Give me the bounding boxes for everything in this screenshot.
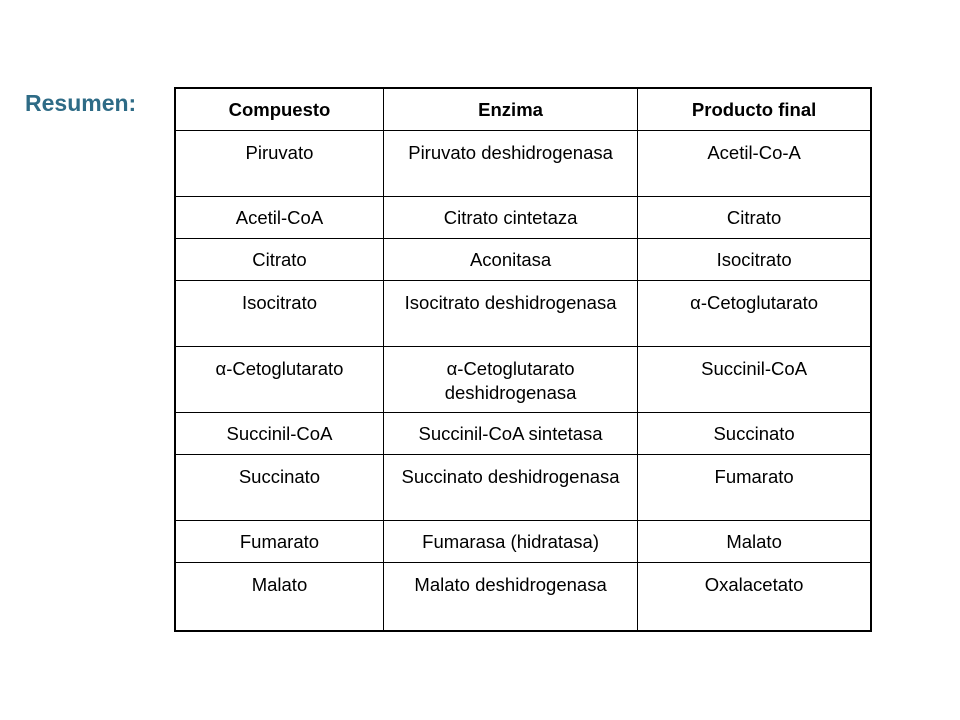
cell-enzima: Citrato cintetaza [383,197,637,239]
table-row [175,563,871,632]
column-header-producto-final: Producto final [638,88,871,131]
table-row [175,197,871,239]
cell-compuesto: Piruvato [175,131,383,197]
table-row [175,239,871,281]
cell-enzima: Malato deshidrogenasa [383,563,637,632]
cell-producto-final: α-Cetoglutarato [638,281,871,347]
table-row [175,131,871,197]
cell-compuesto: Succinato [175,455,383,521]
table-header-row [175,88,871,131]
cell-producto-final: Fumarato [638,455,871,521]
table-row [175,281,871,347]
cell-producto-final: Succinil-CoA [638,347,871,413]
cell-enzima: Succinil-CoA sintetasa [383,413,637,455]
cell-enzima: Isocitrato deshidrogenasa [383,281,637,347]
table-row [175,521,871,563]
cell-enzima: α-Cetoglutarato deshidrogenasa [383,347,637,413]
cell-compuesto: Succinil-CoA [175,413,383,455]
cell-producto-final: Citrato [638,197,871,239]
cell-enzima: Aconitasa [383,239,637,281]
cell-producto-final: Succinato [638,413,871,455]
cell-compuesto: Fumarato [175,521,383,563]
column-header-enzima: Enzima [383,88,637,131]
cell-producto-final: Isocitrato [638,239,871,281]
cell-enzima: Succinato deshidrogenasa [383,455,637,521]
cell-producto-final: Malato [638,521,871,563]
cell-producto-final: Acetil-Co-A [638,131,871,197]
table-row [175,347,871,413]
column-header-compuesto: Compuesto [175,88,383,131]
cell-producto-final: Oxalacetato [638,563,871,632]
cell-compuesto: Acetil-CoA [175,197,383,239]
cell-compuesto: Isocitrato [175,281,383,347]
cell-compuesto: Citrato [175,239,383,281]
cell-compuesto: α-Cetoglutarato [175,347,383,413]
table-row [175,413,871,455]
table-row [175,455,871,521]
cell-compuesto: Malato [175,563,383,632]
summary-table [174,87,872,632]
cell-enzima: Fumarasa (hidratasa) [383,521,637,563]
cell-enzima: Piruvato deshidrogenasa [383,131,637,197]
page-title: Resumen: [25,90,137,116]
